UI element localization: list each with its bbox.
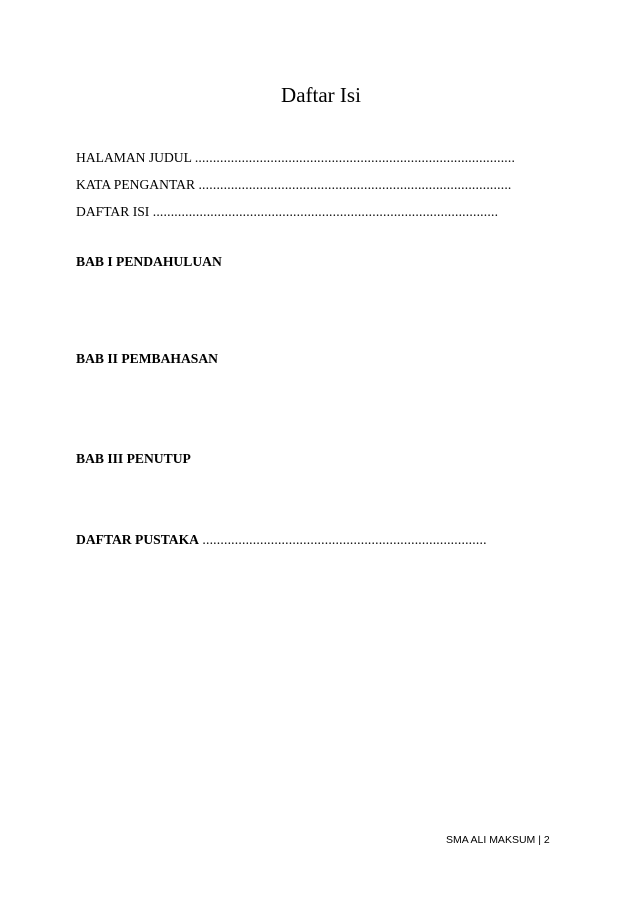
page-footer: SMA ALI MAKSUM | 2 (446, 834, 550, 846)
page-title: Daftar Isi (281, 83, 361, 107)
toc-entry-daftar-pustaka (76, 531, 516, 549)
toc-entry-label: HALAMAN JUDUL (76, 150, 192, 165)
toc-entry-label: KATA PENGANTAR (76, 177, 196, 192)
toc-entry-daftar-isi (76, 203, 516, 221)
toc-leader-dots: ............................................................................... (202, 532, 487, 547)
toc-entry-label: DAFTAR PUSTAKA (76, 532, 199, 547)
toc-leader-dots: ................................................................................................ (152, 204, 499, 219)
toc-leader-dots: ....................................................................................... (198, 177, 512, 192)
chapter-heading-bab-3: BAB III PENUTUP (76, 451, 191, 466)
toc-entry-kata-pengantar (76, 176, 516, 194)
toc-entry-label: DAFTAR ISI (76, 204, 150, 219)
toc-leader-dots: ......................................................................................... (194, 150, 516, 165)
chapter-heading-bab-2: BAB II PEMBAHASAN (76, 351, 218, 366)
toc-entry-halaman-judul (76, 149, 516, 167)
chapter-heading-bab-1: BAB I PENDAHULUAN (76, 254, 222, 269)
